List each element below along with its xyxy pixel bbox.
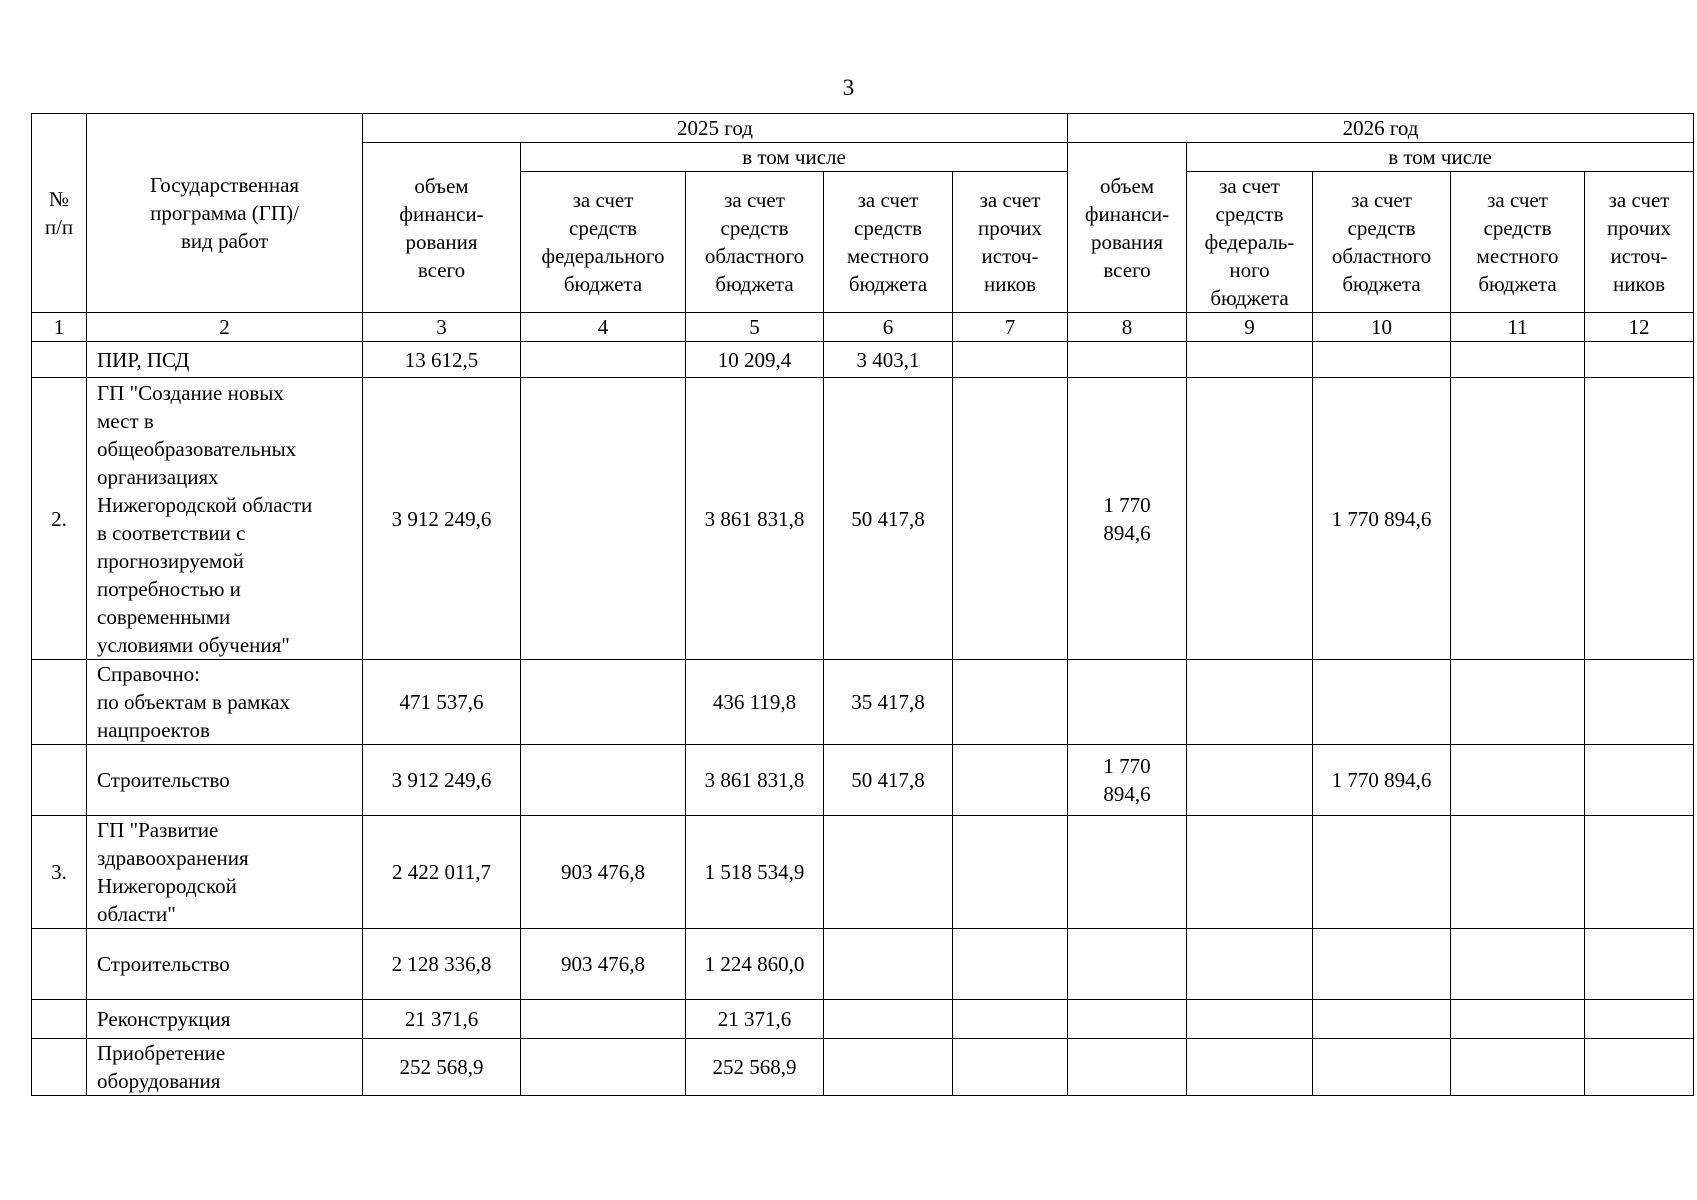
cell-local-2026	[1451, 745, 1585, 816]
cell-local-2025: 50 417,8	[824, 745, 953, 816]
cell-total-2025: 471 537,6	[363, 660, 521, 745]
cell-regional-2025: 10 209,4	[686, 342, 824, 378]
cell-total-2026: 1 770 894,6	[1068, 745, 1187, 816]
cell-federal-2026	[1187, 1039, 1313, 1096]
cell-other-2025	[953, 378, 1068, 660]
header-year-2025: 2025 год	[363, 114, 1068, 143]
cell-other-2025	[953, 1039, 1068, 1096]
cell-total-2026	[1068, 342, 1187, 378]
cell-local-2025	[824, 816, 953, 929]
cell-total-2025: 13 612,5	[363, 342, 521, 378]
cell-regional-2026	[1313, 1039, 1451, 1096]
cell-federal-2026	[1187, 929, 1313, 1000]
row-number: 3.	[32, 816, 87, 929]
cell-total-2026	[1068, 1000, 1187, 1039]
page-number: 3	[842, 75, 855, 100]
row-number	[32, 342, 87, 378]
table-row	[32, 1039, 1694, 1096]
cell-federal-2026	[1187, 816, 1313, 929]
cell-total-2026	[1068, 660, 1187, 745]
header-regional-2025: за счет средств областного бюджета	[686, 172, 824, 313]
cell-other-2025	[953, 816, 1068, 929]
cell-local-2026	[1451, 342, 1585, 378]
column-number: 7	[953, 313, 1068, 342]
cell-federal-2026	[1187, 660, 1313, 745]
column-number: 8	[1068, 313, 1187, 342]
column-number: 10	[1313, 313, 1451, 342]
header-total-2026: объем финанси- рования всего	[1068, 143, 1187, 313]
column-number: 4	[521, 313, 686, 342]
cell-local-2025: 35 417,8	[824, 660, 953, 745]
cell-local-2025	[824, 929, 953, 1000]
cell-regional-2025: 252 568,9	[686, 1039, 824, 1096]
cell-other-2025	[953, 745, 1068, 816]
cell-other-2026	[1585, 929, 1694, 1000]
cell-total-2025: 2 128 336,8	[363, 929, 521, 1000]
cell-federal-2025: 903 476,8	[521, 929, 686, 1000]
cell-regional-2025: 1 224 860,0	[686, 929, 824, 1000]
cell-federal-2025: 903 476,8	[521, 816, 686, 929]
cell-total-2025: 3 912 249,6	[363, 745, 521, 816]
cell-other-2026	[1585, 745, 1694, 816]
column-numbers-row	[32, 313, 1694, 342]
cell-other-2026	[1585, 816, 1694, 929]
cell-other-2026	[1585, 660, 1694, 745]
table-row	[32, 816, 1694, 929]
cell-regional-2025: 436 119,8	[686, 660, 824, 745]
cell-local-2026	[1451, 816, 1585, 929]
header-local-2026: за счет средств местного бюджета	[1451, 172, 1585, 313]
cell-local-2026	[1451, 660, 1585, 745]
cell-federal-2025	[521, 378, 686, 660]
column-number: 3	[363, 313, 521, 342]
cell-other-2026	[1585, 342, 1694, 378]
header-local-2025: за счет средств местного бюджета	[824, 172, 953, 313]
row-name: ПИР, ПСД	[87, 342, 363, 378]
cell-total-2026	[1068, 1039, 1187, 1096]
cell-local-2026	[1451, 1000, 1585, 1039]
cell-total-2026	[1068, 929, 1187, 1000]
cell-other-2025	[953, 1000, 1068, 1039]
cell-regional-2025: 3 861 831,8	[686, 745, 824, 816]
row-name: Строительство	[87, 745, 363, 816]
cell-regional-2025: 3 861 831,8	[686, 378, 824, 660]
cell-federal-2025	[521, 660, 686, 745]
header-program: Государственная программа (ГП)/ вид работ	[87, 114, 363, 313]
row-number	[32, 660, 87, 745]
cell-total-2026: 1 770 894,6	[1068, 378, 1187, 660]
cell-other-2026	[1585, 378, 1694, 660]
header-other-2025: за счет прочих источ- ников	[953, 172, 1068, 313]
cell-local-2025: 50 417,8	[824, 378, 953, 660]
header-row-years	[32, 114, 1694, 143]
header-total-2025: объем финанси- рования всего	[363, 143, 521, 313]
row-number	[32, 929, 87, 1000]
cell-total-2025: 2 422 011,7	[363, 816, 521, 929]
column-number: 2	[87, 313, 363, 342]
cell-other-2026	[1585, 1039, 1694, 1096]
cell-federal-2026	[1187, 1000, 1313, 1039]
header-regional-2026: за счет средств областного бюджета	[1313, 172, 1451, 313]
cell-federal-2026	[1187, 378, 1313, 660]
column-number: 12	[1585, 313, 1694, 342]
row-number	[32, 1000, 87, 1039]
table-row	[32, 342, 1694, 378]
row-name: ГП "Создание новых мест в общеобразовательных организациях Нижегородской области в соответствии с прогнозируемой потребностью и современными условиями обучения"	[87, 378, 363, 660]
cell-total-2025: 21 371,6	[363, 1000, 521, 1039]
table-row	[32, 660, 1694, 745]
table-row	[32, 1000, 1694, 1039]
column-number: 5	[686, 313, 824, 342]
header-including-2026: в том числе	[1187, 143, 1694, 172]
cell-local-2025	[824, 1000, 953, 1039]
row-number	[32, 1039, 87, 1096]
cell-federal-2025	[521, 1039, 686, 1096]
row-name: Приобретение оборудования	[87, 1039, 363, 1096]
cell-regional-2026: 1 770 894,6	[1313, 745, 1451, 816]
cell-federal-2025	[521, 1000, 686, 1039]
cell-total-2026	[1068, 816, 1187, 929]
row-name: Реконструкция	[87, 1000, 363, 1039]
cell-regional-2026: 1 770 894,6	[1313, 378, 1451, 660]
cell-total-2025: 252 568,9	[363, 1039, 521, 1096]
cell-other-2025	[953, 929, 1068, 1000]
cell-local-2025	[824, 1039, 953, 1096]
cell-local-2026	[1451, 929, 1585, 1000]
cell-federal-2026	[1187, 745, 1313, 816]
cell-regional-2026	[1313, 342, 1451, 378]
cell-regional-2026	[1313, 660, 1451, 745]
cell-regional-2026	[1313, 929, 1451, 1000]
cell-federal-2026	[1187, 342, 1313, 378]
table-row	[32, 929, 1694, 1000]
cell-federal-2025	[521, 745, 686, 816]
cell-regional-2026	[1313, 1000, 1451, 1039]
cell-local-2025: 3 403,1	[824, 342, 953, 378]
header-federal-2026: за счет средств федераль- ного бюджета	[1187, 172, 1313, 313]
cell-federal-2025	[521, 342, 686, 378]
row-name: ГП "Развитие здравоохранения Нижегородской области"	[87, 816, 363, 929]
row-name: Строительство	[87, 929, 363, 1000]
cell-total-2025: 3 912 249,6	[363, 378, 521, 660]
budget-table	[31, 113, 1694, 1096]
cell-other-2025	[953, 342, 1068, 378]
header-including-2025: в том числе	[521, 143, 1068, 172]
cell-local-2026	[1451, 1039, 1585, 1096]
header-year-2026: 2026 год	[1068, 114, 1694, 143]
cell-regional-2025: 1 518 534,9	[686, 816, 824, 929]
column-number: 1	[32, 313, 87, 342]
column-number: 6	[824, 313, 953, 342]
cell-regional-2025: 21 371,6	[686, 1000, 824, 1039]
cell-local-2026	[1451, 378, 1585, 660]
header-federal-2025: за счет средств федерального бюджета	[521, 172, 686, 313]
row-number: 2.	[32, 378, 87, 660]
column-number: 11	[1451, 313, 1585, 342]
cell-regional-2026	[1313, 816, 1451, 929]
header-num: № п/п	[32, 114, 87, 313]
cell-other-2025	[953, 660, 1068, 745]
table-row	[32, 378, 1694, 660]
row-name: Справочно: по объектам в рамках нацпроектов	[87, 660, 363, 745]
table-row	[32, 745, 1694, 816]
column-number: 9	[1187, 313, 1313, 342]
cell-other-2026	[1585, 1000, 1694, 1039]
header-other-2026: за счет прочих источ- ников	[1585, 172, 1694, 313]
row-number	[32, 745, 87, 816]
